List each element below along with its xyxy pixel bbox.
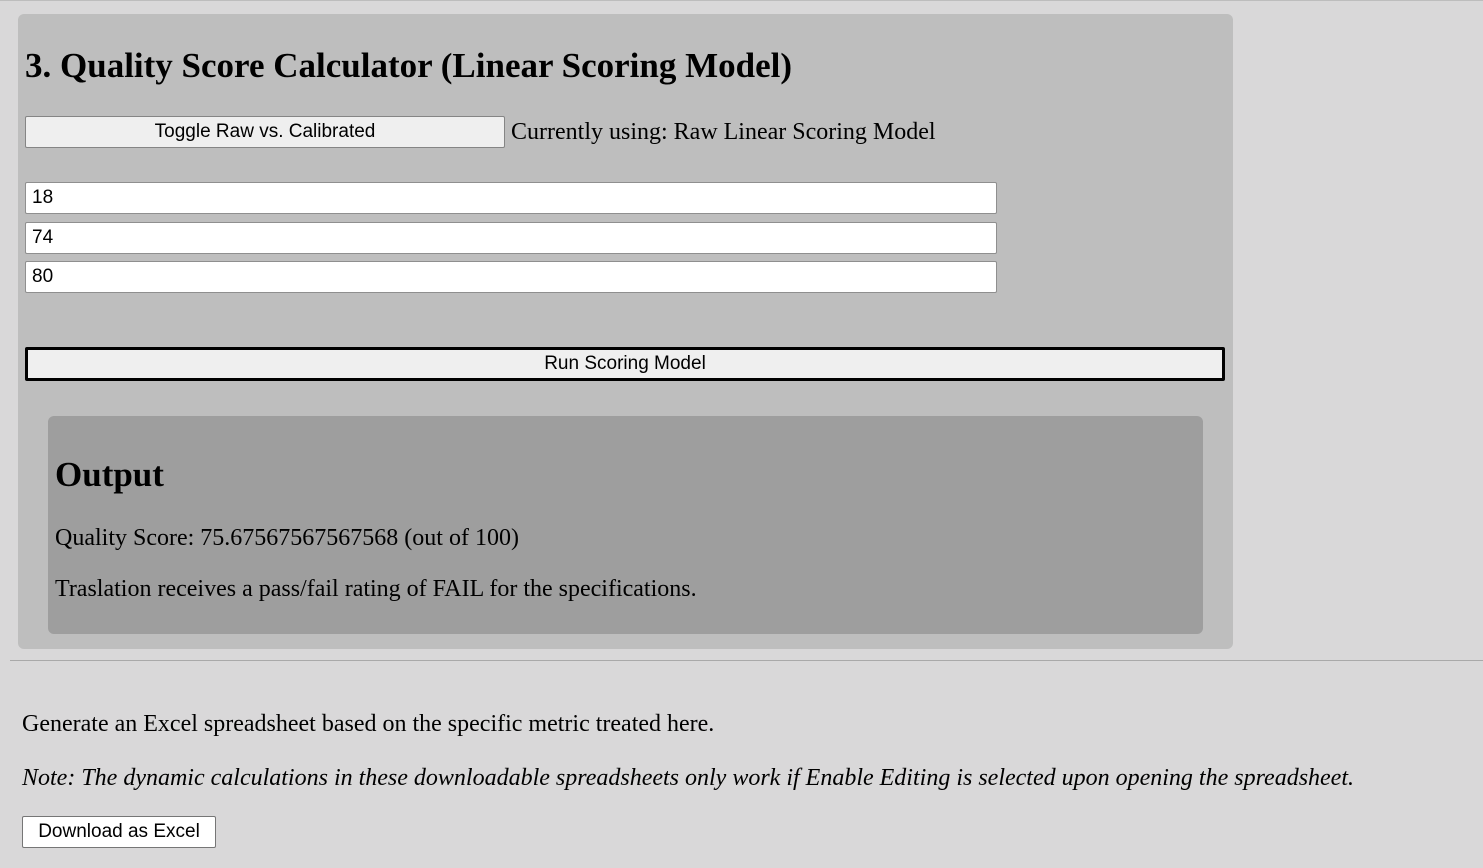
section-divider (10, 660, 1483, 661)
excel-note: Note: The dynamic calculations in these downloadable spreadsheets only work if Enable Editing is selected upon opening the spreadsheet. (22, 765, 1354, 791)
pass-fail-rating-text: Traslation receives a pass/fail rating of FAIL for the specifications. (55, 576, 697, 602)
run-scoring-model-button[interactable]: Run Scoring Model (25, 347, 1225, 381)
output-title: Output (55, 455, 164, 494)
quality-score-text: Quality Score: 75.67567567567568 (out of 100) (55, 525, 519, 551)
calculator-panel (18, 14, 1233, 649)
current-model-label: Currently using: Raw Linear Scoring Model (511, 119, 936, 145)
calculator-title: 3. Quality Score Calculator (Linear Scoring Model) (25, 46, 793, 85)
score-input-2[interactable] (25, 222, 997, 254)
score-input-3[interactable] (25, 261, 997, 293)
score-input-1[interactable] (25, 182, 997, 214)
toggle-model-button[interactable]: Toggle Raw vs. Calibrated (25, 116, 505, 148)
output-panel (48, 416, 1203, 634)
excel-description: Generate an Excel spreadsheet based on the specific metric treated here. (22, 711, 715, 737)
download-excel-button[interactable]: Download as Excel (22, 816, 216, 848)
top-divider (0, 0, 1483, 1)
